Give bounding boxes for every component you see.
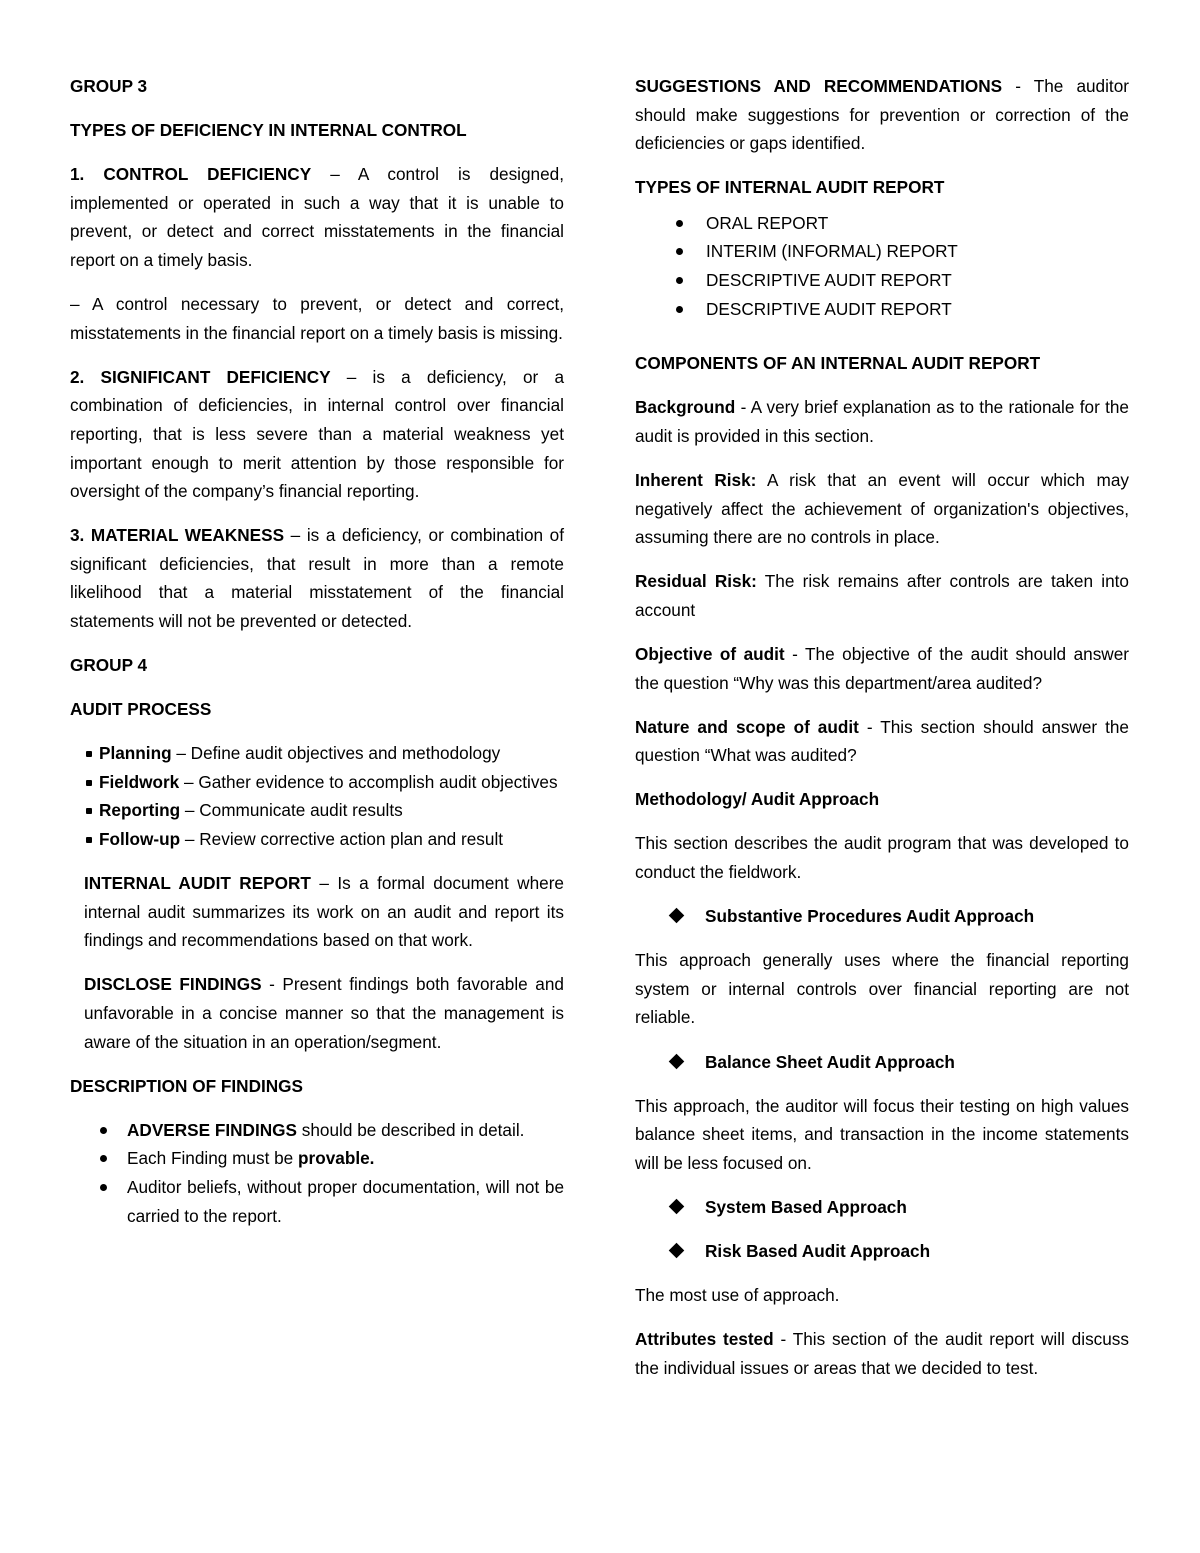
material-weakness-paragraph [70, 521, 564, 635]
control-deficiency-term: 1. CONTROL DEFICIENCY [70, 164, 312, 185]
inherent-risk-paragraph [635, 466, 1129, 552]
disclose-findings-paragraph [84, 970, 564, 1056]
process-term: Follow-up [99, 829, 181, 850]
left-column [70, 72, 564, 1246]
provable-text: Each Finding must be [127, 1148, 299, 1169]
diamond-bullet-icon [669, 1053, 685, 1069]
list-item [70, 825, 564, 854]
list-item [70, 796, 564, 825]
attributes-tested-text: - This section of the audit report will discuss the individual issues or areas that we decided to test. [635, 1329, 1129, 1378]
list-item: Auditor beliefs, without proper documentation, will not be carried to the report. [70, 1173, 564, 1230]
background-text: - A very brief explanation as to the rationale for the audit is provided in this section. [635, 397, 1129, 446]
balance-sheet-paragraph: This approach, the auditor will focus their testing on high values balance sheet items, and transaction in the income statements will be less focused on. [635, 1095, 1129, 1173]
types-of-deficiency-heading: TYPES OF DEFICIENCY IN INTERNAL CONTROL [70, 120, 467, 141]
adverse-findings-term: ADVERSE FINDINGS [127, 1119, 297, 1140]
residual-risk-text: The risk remains after controls are taken into account [635, 571, 1129, 620]
substantive-procedures-heading [635, 902, 1129, 931]
methodology-heading: Methodology/ Audit Approach [635, 789, 880, 810]
balance-sheet-title: Balance Sheet Audit Approach [705, 1051, 955, 1072]
list-item [70, 768, 564, 797]
list-item: DESCRIPTIVE AUDIT REPORT [635, 295, 1129, 324]
control-deficiency-text: – A control is designed, implemented or operated in such a way that it is unable to prevent, or detect and correct misstatements in the financial report on a timely basis. [70, 164, 564, 270]
objective-paragraph [635, 640, 1129, 697]
substantive-procedures-title: Substantive Procedures Audit Approach [705, 906, 1035, 927]
inherent-risk-text: A risk that an event will occur which may negatively affect the achievement of organization's objectives, assuming there are no controls in place. [635, 470, 1129, 548]
balance-sheet-heading [635, 1048, 1129, 1077]
residual-risk-paragraph [635, 567, 1129, 624]
risk-based-title: Risk Based Audit Approach [705, 1241, 931, 1261]
description-of-findings-list [70, 1116, 564, 1230]
list-item: DESCRIPTIVE AUDIT REPORT [635, 266, 1129, 295]
risk-based-heading [635, 1237, 1129, 1266]
material-weakness-text: – is a deficiency, or combination of significant deficiencies, that result in more than a remote likelihood that a material misstatement of the financial statements will not be prevented or detected. [70, 525, 565, 631]
process-text: – Define audit objectives and methodology [171, 743, 501, 764]
adverse-findings-text: should be described in detail. [297, 1119, 525, 1140]
significant-deficiency-term: 2. SIGNIFICANT DEFICIENCY [70, 366, 331, 387]
disclose-findings-text: - Present findings both favorable and unfavorable in a concise manner so that the management is aware of the situation in an operation/segment. [84, 974, 564, 1052]
inherent-risk-term: Inherent Risk: [635, 470, 757, 491]
internal-audit-report-term: INTERNAL AUDIT REPORT [84, 873, 311, 894]
background-paragraph [635, 393, 1129, 450]
objective-text: - The objective of the audit should answer the question “Why was this department/area audited? [635, 644, 1129, 693]
substantive-procedures-paragraph: This approach generally uses where the financial reporting system or internal controls over financial reporting are not reliable. [635, 950, 1129, 1028]
nature-scope-term: Nature and scope of audit [635, 716, 859, 737]
process-term: Reporting [99, 800, 181, 821]
most-use-paragraph: The most use of approach. [635, 1285, 840, 1306]
suggestions-text: - The auditor should make suggestions for prevention or correction of the deficiencies or gaps identified. [635, 76, 1129, 154]
control-deficiency-paragraph [70, 160, 564, 274]
material-weakness-term: 3. MATERIAL WEAKNESS [70, 525, 285, 546]
list-item [70, 739, 564, 768]
description-of-findings-heading: DESCRIPTION OF FINDINGS [70, 1075, 303, 1096]
list-item [70, 1144, 564, 1173]
suggestions-paragraph [635, 72, 1129, 158]
system-based-title: System Based Approach [705, 1196, 907, 1217]
suggestions-term: SUGGESTIONS AND RECOMMENDATIONS [635, 76, 1003, 96]
significant-deficiency-text: – is a deficiency, or a combination of deficiencies, in internal control over financial reporting, that is less severe than a material weakness yet important enough to merit attention by those responsible for oversight of the company’s financial reporting. [70, 366, 565, 502]
list-item [70, 1116, 564, 1145]
types-of-report-list [635, 209, 1129, 323]
types-of-report-heading: TYPES OF INTERNAL AUDIT REPORT [635, 177, 945, 198]
process-text: – Review corrective action plan and result [180, 829, 504, 850]
diamond-bullet-icon [669, 1243, 685, 1259]
internal-audit-report-text: – Is a formal document where internal audit summarizes its work on an audit and report its findings and recommendations based on that work. [84, 873, 564, 951]
control-deficiency-paragraph-2: – A control necessary to prevent, or detect and correct, misstatements in the financial report on a timely basis is missing. [70, 294, 564, 343]
significant-deficiency-paragraph [70, 363, 564, 506]
provable-term: provable. [298, 1148, 375, 1169]
list-item: ORAL REPORT [635, 209, 1129, 238]
group3-heading: GROUP 3 [70, 76, 148, 96]
process-term: Fieldwork [99, 771, 180, 792]
internal-audit-report-paragraph [84, 869, 564, 955]
nature-scope-text: - This section should answer the question “What was audited? [635, 716, 1129, 766]
attributes-tested-paragraph [635, 1325, 1129, 1382]
components-heading: COMPONENTS OF AN INTERNAL AUDIT REPORT [635, 353, 1041, 374]
system-based-heading [635, 1193, 1129, 1222]
audit-process-heading: AUDIT PROCESS [70, 699, 212, 720]
process-term: Planning [99, 743, 172, 764]
objective-term: Objective of audit [635, 644, 785, 664]
process-text: – Gather evidence to accomplish audit objectives [179, 771, 558, 792]
residual-risk-term: Residual Risk: [635, 571, 757, 592]
audit-process-list [70, 739, 564, 853]
diamond-bullet-icon [669, 1199, 685, 1215]
attributes-tested-term: Attributes tested [635, 1329, 774, 1350]
right-column [635, 72, 1129, 1398]
group4-heading: GROUP 4 [70, 655, 148, 676]
list-item: INTERIM (INFORMAL) REPORT [635, 237, 1129, 266]
diamond-bullet-icon [669, 908, 685, 924]
background-term: Background [635, 397, 736, 418]
methodology-paragraph: This section describes the audit program that was developed to conduct the fieldwork. [635, 833, 1129, 883]
disclose-findings-term: DISCLOSE FINDINGS [84, 974, 262, 995]
process-text: – Communicate audit results [180, 800, 403, 821]
nature-scope-paragraph [635, 713, 1129, 770]
